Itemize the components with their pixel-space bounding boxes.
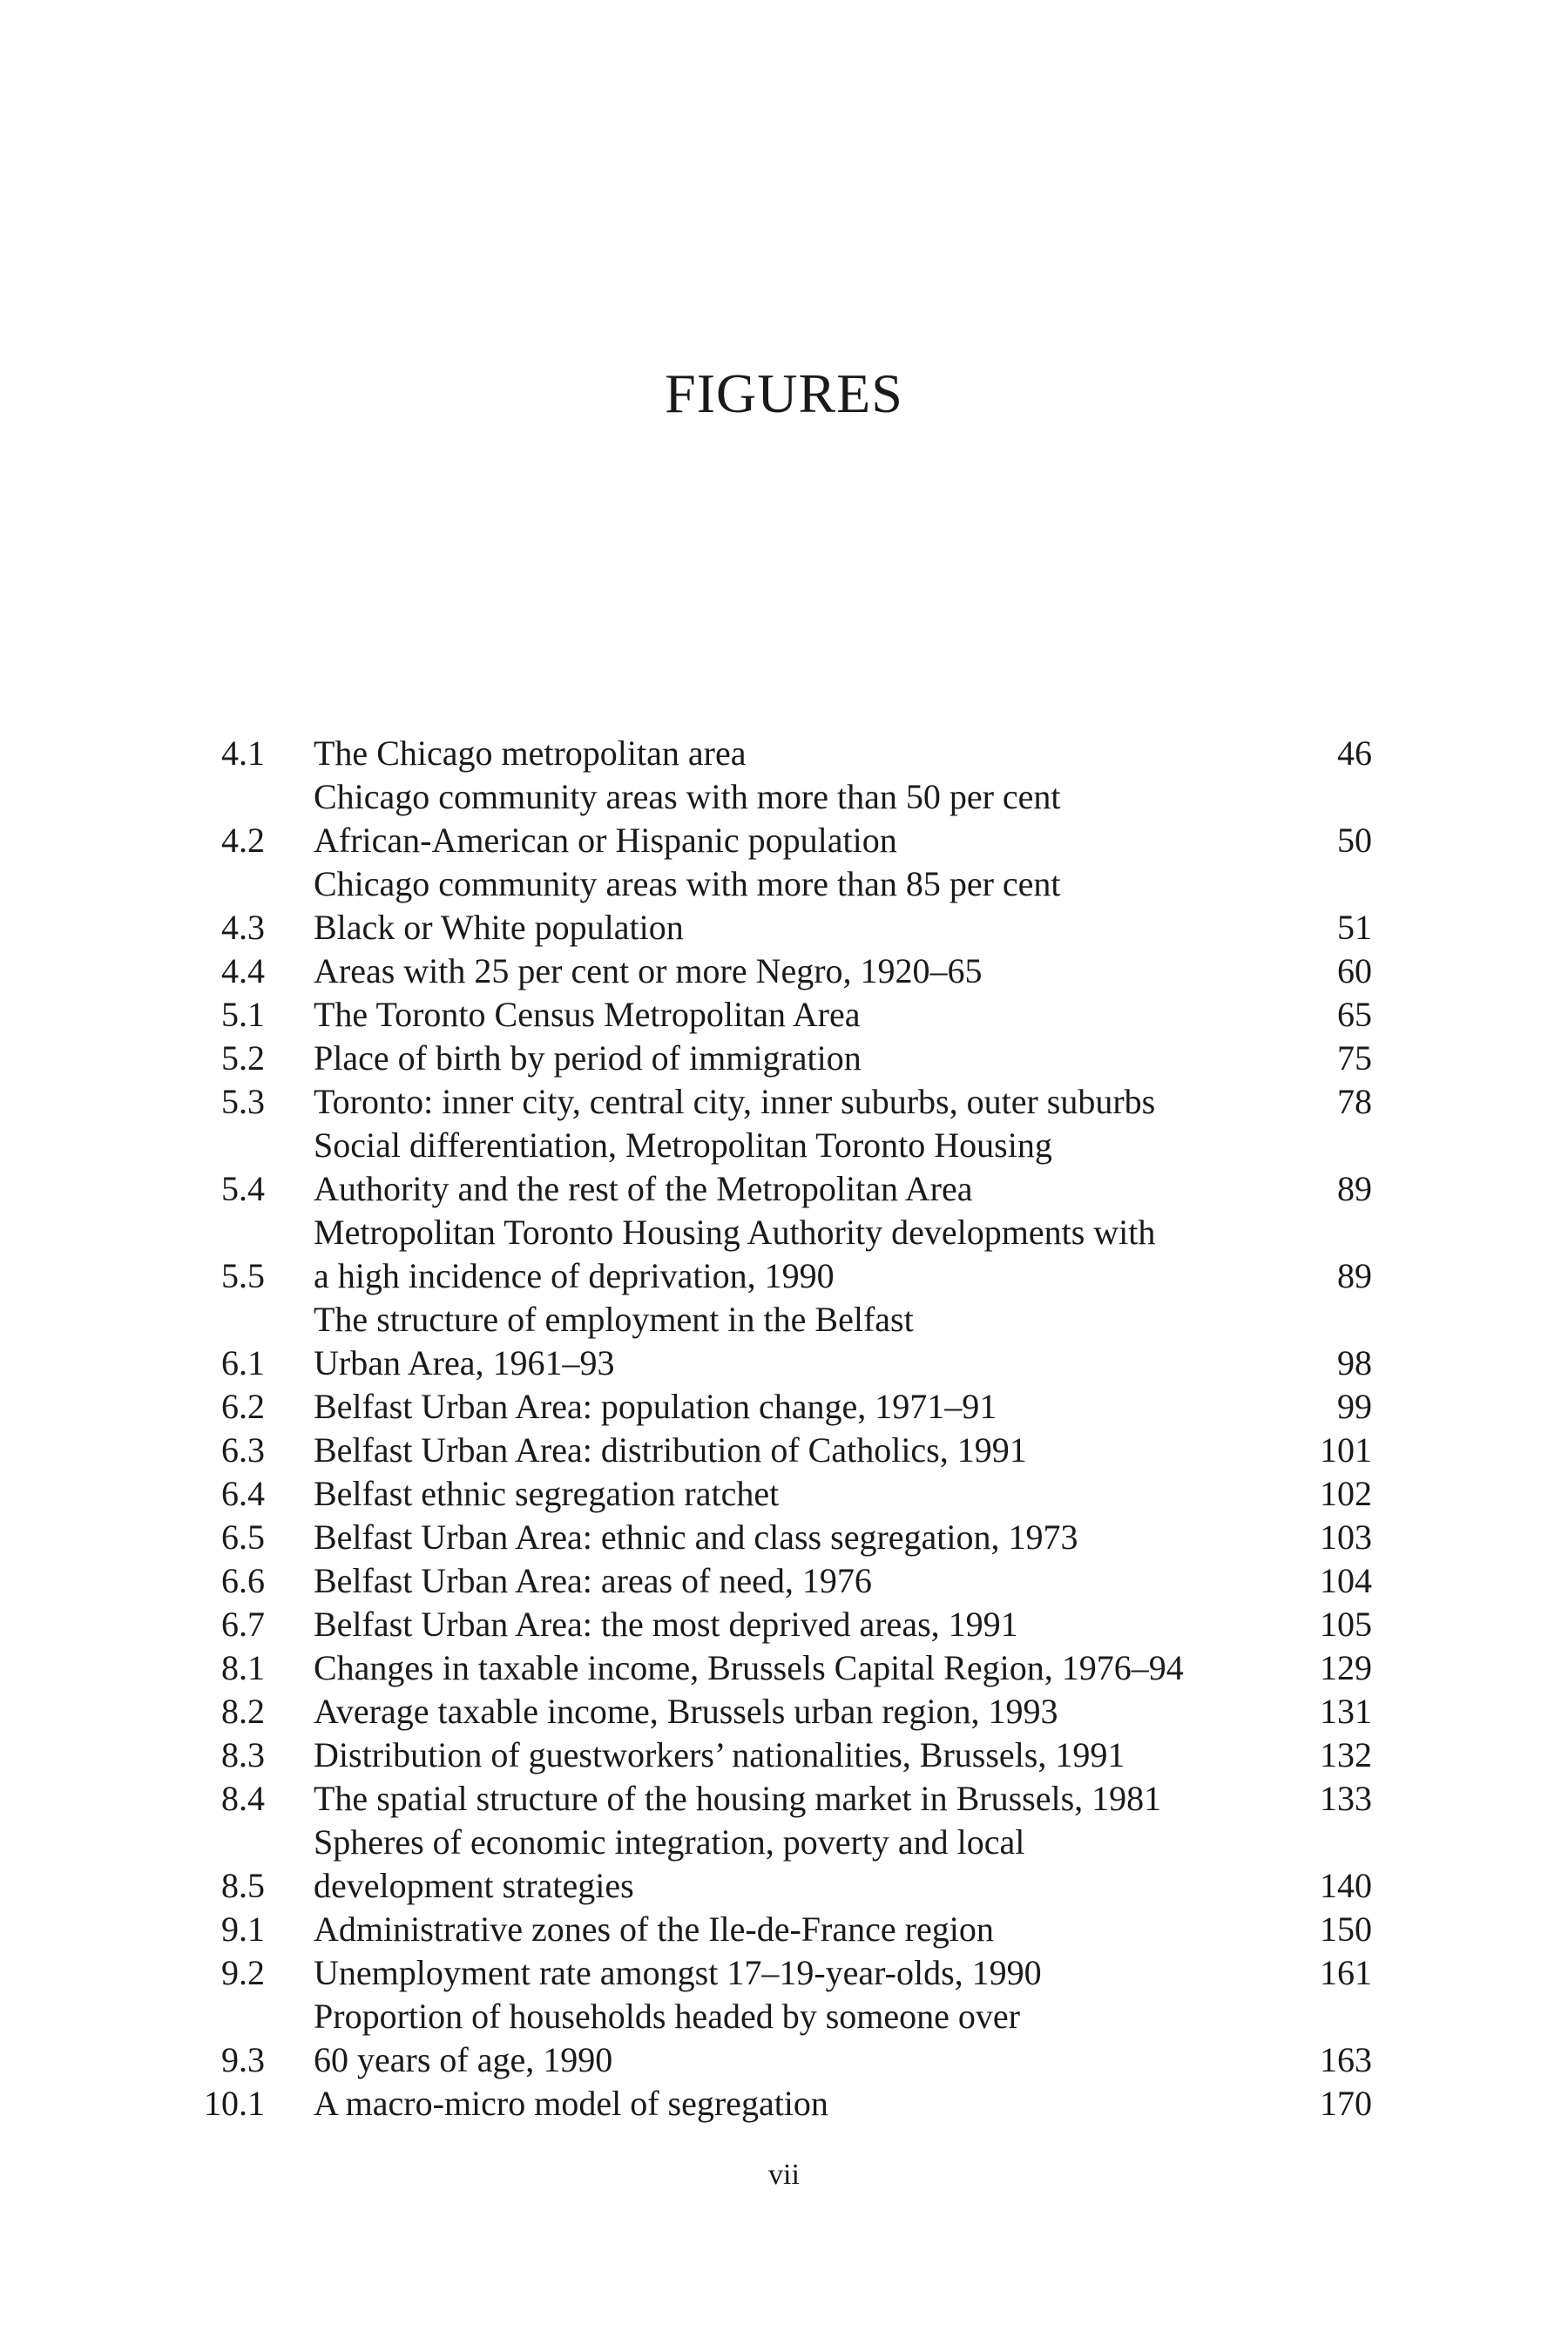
figure-title-line: The Chicago metropolitan area [314, 733, 747, 773]
figure-title-line: a high incidence of deprivation, 1990 [314, 1256, 835, 1295]
figure-page-number: 98 [1337, 1343, 1372, 1382]
figure-title-line: Areas with 25 per cent or more Negro, 1920–65 [314, 951, 983, 990]
figures-list [174, 732, 1372, 2126]
figure-number: 6.3 [221, 1430, 265, 1470]
figure-entry [174, 1298, 1372, 1385]
figure-entry [174, 1472, 1372, 1516]
figure-number: 6.1 [221, 1343, 265, 1382]
figure-number: 5.3 [221, 1082, 265, 1121]
figure-number: 10.1 [204, 2084, 265, 2123]
figure-title-line: Belfast Urban Area: areas of need, 1976 [314, 1561, 872, 1600]
figure-title [314, 1516, 1267, 1559]
figure-title [314, 862, 1267, 950]
figure-number: 8.2 [221, 1692, 265, 1731]
figure-page-number: 46 [1337, 733, 1372, 773]
figure-entry [174, 1516, 1372, 1559]
figure-entry [174, 862, 1372, 950]
figure-title-line: A macro-micro model of segregation [314, 2084, 828, 2123]
figure-entry [174, 1037, 1372, 1080]
figure-entry [174, 2082, 1372, 2126]
figure-title [314, 1646, 1267, 1690]
figure-title-line: The spatial structure of the housing market in Brussels, 1981 [314, 1779, 1162, 1818]
figure-title-line: The Toronto Census Metropolitan Area [314, 995, 861, 1034]
figure-title [314, 1603, 1267, 1646]
figure-page-number: 140 [1320, 1866, 1372, 1905]
figure-page-number: 75 [1337, 1038, 1372, 1078]
figure-title [314, 1821, 1267, 1908]
figure-entry [174, 1908, 1372, 1951]
figure-title-line: Unemployment rate amongst 17–19-year-olds, 1990 [314, 1953, 1042, 1992]
figure-number: 5.2 [221, 1038, 265, 1078]
figure-page-number: 78 [1337, 1082, 1372, 1121]
figure-entry [174, 1124, 1372, 1211]
figure-number: 6.7 [221, 1605, 265, 1644]
figure-entry [174, 1690, 1372, 1734]
figure-page-number: 161 [1320, 1953, 1372, 1992]
figure-title-line: Chicago community areas with more than 50 per cent [314, 777, 1061, 816]
figure-page-number: 102 [1320, 1474, 1372, 1513]
figure-page-number: 89 [1337, 1256, 1372, 1295]
figure-number: 5.5 [221, 1256, 265, 1295]
figure-number: 5.1 [221, 995, 265, 1034]
figure-title [314, 1211, 1267, 1298]
figure-entry [174, 732, 1372, 775]
figure-page-number: 50 [1337, 821, 1372, 860]
figure-number: 6.4 [221, 1474, 265, 1513]
figure-title-line: Black or White population [314, 908, 684, 947]
figure-title [314, 775, 1267, 862]
figure-number: 8.1 [221, 1648, 265, 1687]
figure-title-line: The structure of employment in the Belfast [314, 1300, 914, 1339]
figure-number: 6.5 [221, 1517, 265, 1557]
figure-title-line: Belfast Urban Area: distribution of Catholics, 1991 [314, 1430, 1027, 1470]
figure-page-number: 150 [1320, 1909, 1372, 1949]
figure-page-number: 133 [1320, 1779, 1372, 1818]
figure-number: 4.2 [221, 821, 265, 860]
figure-title-line: Spheres of economic integration, poverty and local [314, 1822, 1025, 1862]
figure-title-line: development strategies [314, 1866, 634, 1905]
figure-number: 6.2 [221, 1387, 265, 1426]
figure-title-line: 60 years of age, 1990 [314, 2040, 613, 2079]
figure-title-line: Changes in taxable income, Brussels Capital Region, 1976–94 [314, 1648, 1184, 1687]
figure-page-number: 99 [1337, 1387, 1372, 1426]
figure-title [314, 1385, 1267, 1429]
figure-title [314, 732, 1267, 775]
figure-title-line: Distribution of guestworkers’ nationalities, Brussels, 1991 [314, 1735, 1125, 1774]
figure-page-number: 131 [1320, 1692, 1372, 1731]
figure-page-number: 170 [1320, 2084, 1372, 2123]
figure-page-number: 101 [1320, 1430, 1372, 1470]
figure-title [314, 1080, 1267, 1124]
figure-entry [174, 775, 1372, 862]
figure-title [314, 1951, 1267, 1995]
figure-title-line: Belfast Urban Area: population change, 1971–91 [314, 1387, 997, 1426]
figure-number: 4.1 [221, 733, 265, 773]
figure-entry [174, 1995, 1372, 2082]
figure-number: 8.4 [221, 1779, 265, 1818]
figure-entry [174, 1777, 1372, 1821]
figure-title [314, 1734, 1267, 1777]
figure-title-line: Metropolitan Toronto Housing Authority developments with [314, 1213, 1156, 1252]
figure-number: 5.4 [221, 1169, 265, 1208]
figure-page-number: 51 [1337, 908, 1372, 947]
figure-entry [174, 1429, 1372, 1472]
page-number: vii [768, 2159, 800, 2191]
figure-title [314, 1908, 1267, 1951]
figure-entry [174, 1385, 1372, 1429]
figure-title-line: Belfast ethnic segregation ratchet [314, 1474, 780, 1513]
figure-title-line: Chicago community areas with more than 85 per cent [314, 864, 1061, 903]
figure-title-line: Belfast Urban Area: the most deprived areas, 1991 [314, 1605, 1018, 1644]
figure-title [314, 1777, 1267, 1821]
figure-entry [174, 1821, 1372, 1908]
figure-number: 9.1 [221, 1909, 265, 1949]
figure-title-line: Urban Area, 1961–93 [314, 1343, 615, 1382]
figure-entry [174, 1734, 1372, 1777]
figure-number: 6.6 [221, 1561, 265, 1600]
figure-title-line: African-American or Hispanic population [314, 821, 897, 860]
figure-title [314, 950, 1267, 993]
figure-entry [174, 1951, 1372, 1995]
figure-page-number: 129 [1320, 1648, 1372, 1687]
figure-page-number: 103 [1320, 1517, 1372, 1557]
figure-number: 9.2 [221, 1953, 265, 1992]
figure-number: 4.4 [221, 951, 265, 990]
figure-title-line: Belfast Urban Area: ethnic and class segregation, 1973 [314, 1517, 1078, 1557]
figure-title-line: Administrative zones of the Ile-de-France region [314, 1909, 994, 1949]
figure-title [314, 1995, 1267, 2082]
figure-page-number: 163 [1320, 2040, 1372, 2079]
figure-title-line: Place of birth by period of immigration [314, 1038, 862, 1078]
figure-title [314, 1298, 1267, 1385]
figure-number: 9.3 [221, 2040, 265, 2079]
figure-number: 8.5 [221, 1866, 265, 1905]
figure-entry [174, 1559, 1372, 1603]
figure-title [314, 1690, 1267, 1734]
figure-page-number: 89 [1337, 1169, 1372, 1208]
figure-title-line: Authority and the rest of the Metropolitan Area [314, 1169, 973, 1208]
page-title: FIGURES [665, 362, 903, 424]
figure-entry [174, 1211, 1372, 1298]
figure-title [314, 1559, 1267, 1603]
figure-title [314, 1037, 1267, 1080]
figure-title [314, 1124, 1267, 1211]
figure-entry [174, 1603, 1372, 1646]
figure-number: 4.3 [221, 908, 265, 947]
figure-title [314, 2082, 1267, 2126]
figure-number: 8.3 [221, 1735, 265, 1774]
figure-entry [174, 950, 1372, 993]
figure-page-number: 60 [1337, 951, 1372, 990]
figure-page-number: 132 [1320, 1735, 1372, 1774]
figure-title-line: Proportion of households headed by someone over [314, 1997, 1020, 2036]
figure-page-number: 105 [1320, 1605, 1372, 1644]
figure-title [314, 993, 1267, 1037]
figure-entry [174, 1646, 1372, 1690]
figure-title-line: Social differentiation, Metropolitan Toronto Housing [314, 1125, 1052, 1165]
figure-entry [174, 1080, 1372, 1124]
figure-page-number: 104 [1320, 1561, 1372, 1600]
figure-entry [174, 993, 1372, 1037]
figure-title [314, 1429, 1267, 1472]
figure-page-number: 65 [1337, 995, 1372, 1034]
figure-title [314, 1472, 1267, 1516]
figure-title-line: Average taxable income, Brussels urban region, 1993 [314, 1692, 1058, 1731]
figure-title-line: Toronto: inner city, central city, inner suburbs, outer suburbs [314, 1082, 1156, 1121]
